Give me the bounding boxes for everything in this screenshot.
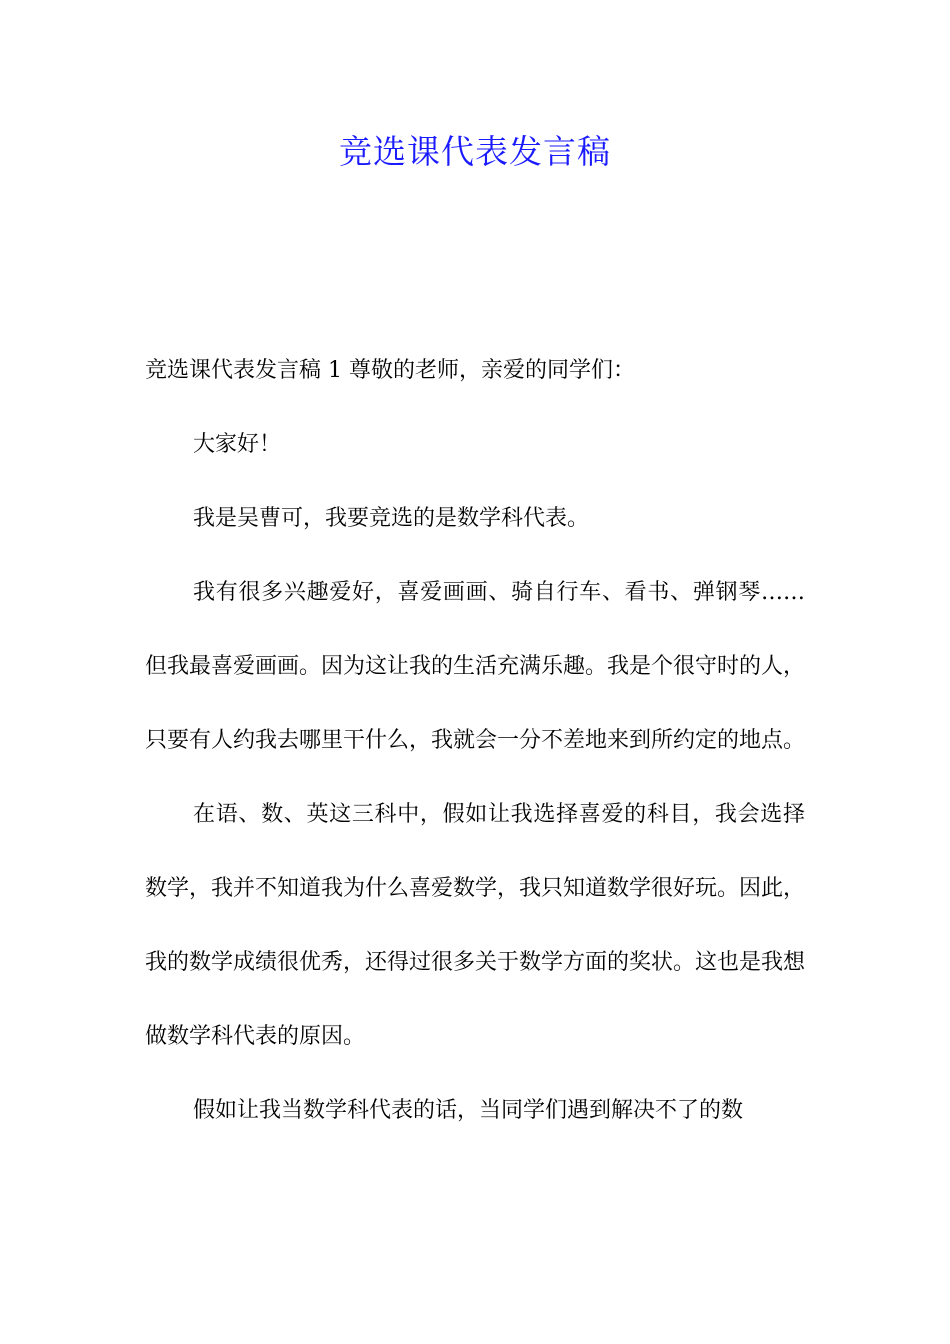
paragraph-greeting: 大家好！: [193, 432, 282, 457]
document-body: [145, 334, 805, 1148]
paragraph-hobbies: 我有很多兴趣爱好，喜爱画画、骑自行车、看书、弹钢琴……但我最喜爱画画。因为这让我的生活充满乐趣。我是个很守时的人，只要有人约我去哪里干什么，我就会一分不差地来到所约定的地点。: [145, 580, 806, 753]
paragraph-salutation: 竞选课代表发言稿 1 尊敬的老师，亲爱的同学们：: [145, 358, 635, 383]
paragraph-favorite-subject: 在语、数、英这三科中，假如让我选择喜爱的科目，我会选择数学，我并不知道我为什么喜爱数学，我只知道数学很好玩。因此，我的数学成绩很优秀，还得过很多关于数学方面的奖状。这也是我想做数学科代表的原因。: [145, 802, 806, 1049]
paragraph-plan: 假如让我当数学科代表的话，当同学们遇到解决不了的数: [193, 1098, 744, 1123]
paragraph-introduction: 我是吴曹可，我要竞选的是数学科代表。: [193, 506, 590, 531]
document-title: 竞选课代表发言稿: [339, 132, 611, 171]
